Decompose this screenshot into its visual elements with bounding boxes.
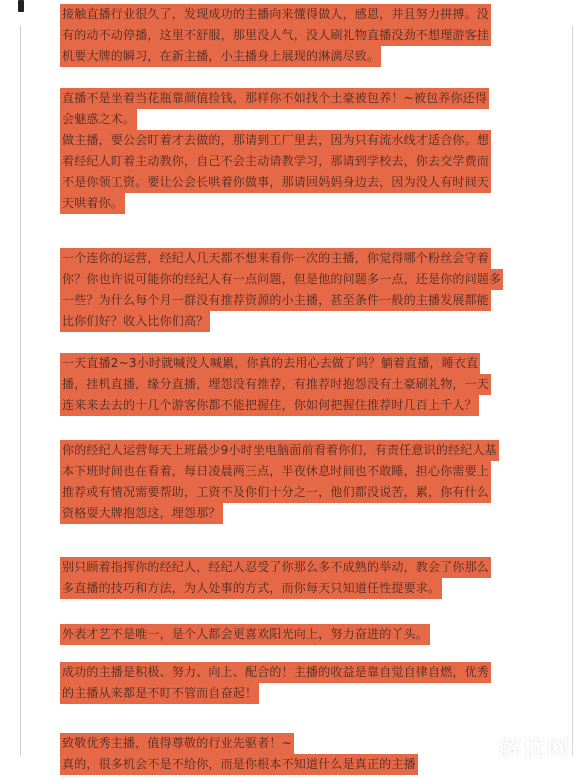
- paragraph: [60, 4, 491, 67]
- highlighted-text-line: 有的动不动停播，这里不舒服，那里没人气，没人刷礼物直播没劲不想理游客挂: [60, 25, 491, 46]
- highlighted-text-line: 做主播，要公会盯着才去做的，那请到工厂里去，因为只有流水线才适合你。想: [60, 130, 491, 151]
- highlighted-text-line: 你？你也许说可能你的经纪人有一点问题，但是他的问题多一点，还是你的问题多: [60, 269, 503, 290]
- left-border-line: [20, 26, 21, 756]
- highlighted-text-line: 一些？为什么每个月一群没有推荐资源的小主播，甚至条件一般的主播发展都能: [60, 290, 491, 311]
- highlighted-text-line: 着经纪人盯着主动教你，自己不会主动请教学习，那请到学校去，你去交学费而: [60, 151, 491, 172]
- paragraph: [60, 733, 418, 775]
- highlighted-text-line: 直播不是坐着当花瓶靠颜值捡钱，那样你不如找个土豪被包养！~被包养你还得: [60, 88, 489, 109]
- highlighted-text-line: 多直播的技巧和方法，为人处事的方式，而你每天只知道任性提要求。: [60, 578, 442, 599]
- highlighted-text-line: 机要大牌的瞬习，在新主播，小主播身上展现的淋漓尽致。: [60, 46, 381, 67]
- paragraph: [60, 557, 491, 599]
- highlighted-text-line: 本下班时间也在看着，每日凌晨两三点，半夜休息时间也不敢睡，担心你需要上: [60, 461, 491, 482]
- site-watermark: [463, 739, 571, 775]
- highlighted-text-line: 播，挂机直播，缘分直播，埋怨没有推荐，有推荐时抱怨没有土豪刷礼物，一天: [60, 374, 491, 395]
- watermark-subtitle: YYESH.COM: [493, 760, 571, 773]
- highlighted-text-line: 天哄着你。: [60, 193, 125, 214]
- highlighted-text-line: 致敬优秀主播，值得尊敬的行业先驱者！~: [60, 733, 294, 754]
- highlighted-text-line: 一个连你的运营，经纪人几天都不想来看你一次的主播，你觉得哪个粉丝会守着: [60, 248, 491, 269]
- highlighted-text-line: 不是你领工资。要让公会长哄着你做事，那请回妈妈身边去，因为没人有时间天: [60, 172, 491, 193]
- highlighted-text-line: 别只顾着指挥你的经纪人，经纪人忍受了你那么多不成熟的举动，教会了你那么: [60, 557, 491, 578]
- highlighted-text-line: 成功的主播是积极、努力、向上、配合的！主播的收益是靠自觉自律自燃，优秀: [60, 662, 491, 683]
- watermark-title: 解忧网: [498, 737, 571, 762]
- highlighted-text-line: 一天直播2~3小时就喊没人喊累，你真的去用心去做了吗？躺着直播，睡衣直: [60, 353, 480, 374]
- highlighted-text-line: 会魅惑之术。: [60, 109, 137, 130]
- highlighted-text-line: 你的经纪人运营每天上班最少9小时坐电脑面前看着你们，有责任意识的经纪人基: [60, 440, 499, 461]
- highlighted-text-line: 的主播从来都是不盯不管而自奋起！: [60, 683, 259, 704]
- highlighted-text-line: 外表才艺不是唯一，是个人都会更喜欢阳光向上，努力奋进的丫头。: [60, 624, 430, 645]
- highlighted-text-line: 连来来去去的十几个游客你都不能把握住，你如何把握住推荐时几百上千人？: [60, 395, 479, 416]
- highlighted-text-line: 真的，很多机会不是不给你，而是你根本不知道什么是真正的主播: [60, 754, 418, 775]
- highlighted-text-line: 接触直播行业很久了，发现成功的主播向来懂得做人，感恩，并且努力拼搏。没: [60, 4, 491, 25]
- paragraph: [60, 624, 430, 645]
- paragraph: [60, 440, 499, 524]
- paragraph: [60, 248, 503, 332]
- paragraph: [60, 88, 491, 214]
- paragraph: [60, 662, 491, 704]
- highlighted-text-line: 比你们好？收入比你们高？: [60, 311, 210, 332]
- highlighted-text-line: 资格耍大牌抱怨这，埋怨那？: [60, 503, 223, 524]
- right-border-line: [572, 26, 573, 756]
- quote-mark-icon: [18, 0, 24, 12]
- highlighted-text-line: 推荐或有情况需要帮助，工资不及你们十分之一，他们都没说苦，累，你有什么: [60, 482, 491, 503]
- paragraph: [60, 353, 491, 416]
